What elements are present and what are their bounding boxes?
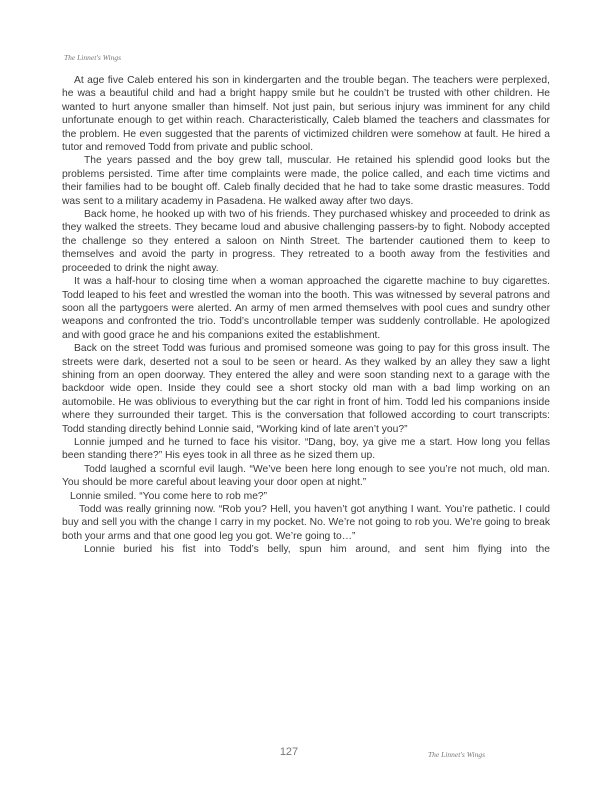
running-footer-title: The Linnet's Wings [428,750,486,759]
running-header-title: The Linnet's Wings [64,53,122,62]
page-number: 127 [279,746,299,758]
paragraph: At age five Caleb entered his son in kindergarten and the trouble began. The teachers were perplexed, he was a beautiful child and had a bright happy smile but he couldn’t be trusted with other children. He wanted to hurt anyone smaller than himself. Not just pain, but serious injury was imminent for any child unfortunate enough to get within reach. Characteristically, Caleb blamed the teachers and classmates for the problem. He even suggested that the parents of victimized children were somehow at fault. He hired a tutor and removed Todd from private and public school. [62,75,550,154]
paragraph: The years passed and the boy grew tall, muscular. He retained his splendid good looks but the problems persisted. Time after time complaints were made, the police called, and each time victims and their families had to be bought off. Caleb finally decided that he had to take some drastic measures. Todd was sent to a military academy in Pasadena. He walked away after two days. [62,155,550,207]
paragraph: Todd laughed a scornful evil laugh. “We’ve been here long enough to see you’re not much, old man. You should be more careful about leaving your door open at night.” [62,463,550,489]
paragraph: Lonnie buried his fist into Todd’s belly, spun him around, and sent him flying into the [84,544,550,556]
paragraph: Back on the street Todd was furious and promised someone was going to pay for this gross insult. The streets were dark, deserted not a soul to be seen or heard. As they walked by an alley they saw a light shining from an open doorway. They entered the alley and were soon standing next to a garage with the backdoor wide open. Inside they could see a short stocky old man with a bad limp working on an automobile. He was oblivious to everything but the car right in front of him. Todd led his companions inside where they surrounded their target. This is the conversation that followed according to court transcripts: Todd standing directly behind Lonnie said, “Working kind of late aren’t you?” [62,343,550,435]
paragraph: It was a half-hour to closing time when a woman approached the cigarette machine to buy cigarettes. Todd leaped to his feet and wrestled the woman into the booth. This was witnessed by several patrons and soon all the partygoers were alerted. An army of men armed themselves with pool cues and sundry other weapons and confronted the trio. Todd’s uncontrollable temper was suddenly controllable. He apologized and with good grace he and his companions exited the establishment. [62,276,550,341]
paragraph: Lonnie smiled. “You come here to rob me?” [70,490,268,502]
paragraph: Todd was really grinning now. “Rob you? Hell, you haven’t got anything I want. You’re pathetic. I could buy and sell you with the change I carry in my pocket. No. We’re not going to rob you. We’re going to break both your arms and that one good leg you got. We’re going to…” [62,504,550,542]
paragraph: Lonnie jumped and he turned to face his visitor. “Dang, boy, ya give me a start. How long you fellas been standing there?” His eyes took in all three as he sized them up. [62,436,550,462]
body-text [62,74,550,557]
paragraph: Back home, he hooked up with two of his friends. They purchased whiskey and proceeded to drink as they walked the streets. They became loud and abusive challenging passers-by to fight. Nobody accepted the challenge so they entered a saloon on Ninth Street. The bartender cautioned them to keep to themselves and avoid the party in progress. They retreated to a booth away from the festivities and proceeded to drink the night away. [62,209,550,274]
